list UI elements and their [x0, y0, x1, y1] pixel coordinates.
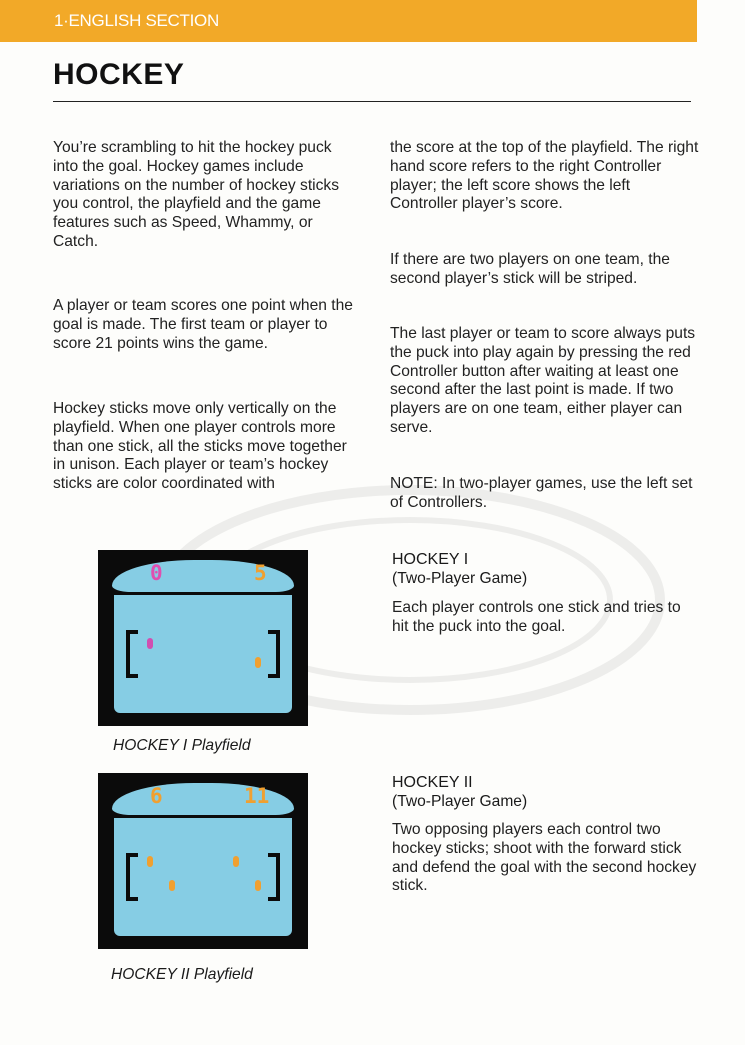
hockey-stick-pink — [147, 638, 153, 649]
hockey-1-heading — [392, 550, 527, 588]
ice-field — [114, 595, 292, 713]
hockey-stick-orange — [169, 880, 175, 891]
left-goal — [126, 853, 138, 901]
left-goal — [126, 630, 138, 678]
player-count: (Two-Player Game) — [392, 793, 528, 810]
intro-paragraph: You’re scrambling to hit the hockey puck into the goal. Hockey games include variations on the number of hockey sticks you control, the playfield and the game features such as Speed, Whammy, or Catch. — [53, 139, 340, 250]
hockey-2-playfield — [98, 773, 308, 949]
hockey-1-caption: HOCKEY I Playfield — [113, 737, 251, 754]
page-title: HOCKEY — [53, 58, 185, 91]
hockey-2-heading — [392, 773, 527, 811]
note-paragraph — [390, 475, 700, 513]
sticks-paragraph: Hockey sticks move only vertically on the playfield. When one player controls more than one stick, all the sticks move together in unison. Each player or team’s hockey sticks are color coordinated with — [53, 400, 347, 493]
score-right: 11 — [244, 784, 270, 808]
player-count: (Two-Player Game) — [392, 570, 528, 587]
hockey-1-description: Each player controls one stick and tries to hit the puck into the goal. — [392, 599, 681, 635]
right-goal — [268, 630, 280, 678]
right-goal — [268, 853, 280, 901]
game-name: HOCKEY I — [392, 551, 469, 568]
score-left: 6 — [150, 784, 163, 808]
ice-field — [114, 818, 292, 936]
hockey-2-description: Two opposing players each control two hockey sticks; shoot with the forward stick and defend the goal with the second hockey stick. — [392, 821, 697, 895]
score-right: 5 — [254, 561, 267, 585]
scoreboard-area — [112, 560, 294, 592]
hockey-stick-orange — [255, 657, 261, 668]
team-paragraph: If there are two players on one team, the second player’s stick will be striped. — [390, 251, 670, 287]
hockey-2-caption: HOCKEY II Playfield — [111, 966, 253, 983]
section-label: 1·ENGLISH SECTION — [54, 11, 219, 30]
hockey-1-playfield — [98, 550, 308, 726]
note-text: In two-player games, use the left set of Controllers. — [390, 475, 693, 511]
score-paragraph: the score at the top of the playfield. The right hand score refers to the right Controller player; the left score shows the left Controller player’s score. — [390, 139, 699, 213]
score-left: 0 — [150, 561, 163, 585]
title-divider — [53, 101, 691, 102]
section-header-band — [0, 0, 697, 42]
hockey-stick-orange — [233, 856, 239, 867]
game-name: HOCKEY II — [392, 774, 473, 791]
serve-paragraph: The last player or team to score always puts the puck into play again by pressing the red Controller button after waiting at least one second after the last point is made. If two players are on one team, either player can serve. — [390, 325, 696, 436]
scoring-paragraph: A player or team scores one point when the goal is made. The first team or player to score 21 points wins the game. — [53, 297, 353, 352]
hockey-stick-orange — [147, 856, 153, 867]
hockey-stick-orange — [255, 880, 261, 891]
note-label: NOTE: — [390, 475, 438, 492]
